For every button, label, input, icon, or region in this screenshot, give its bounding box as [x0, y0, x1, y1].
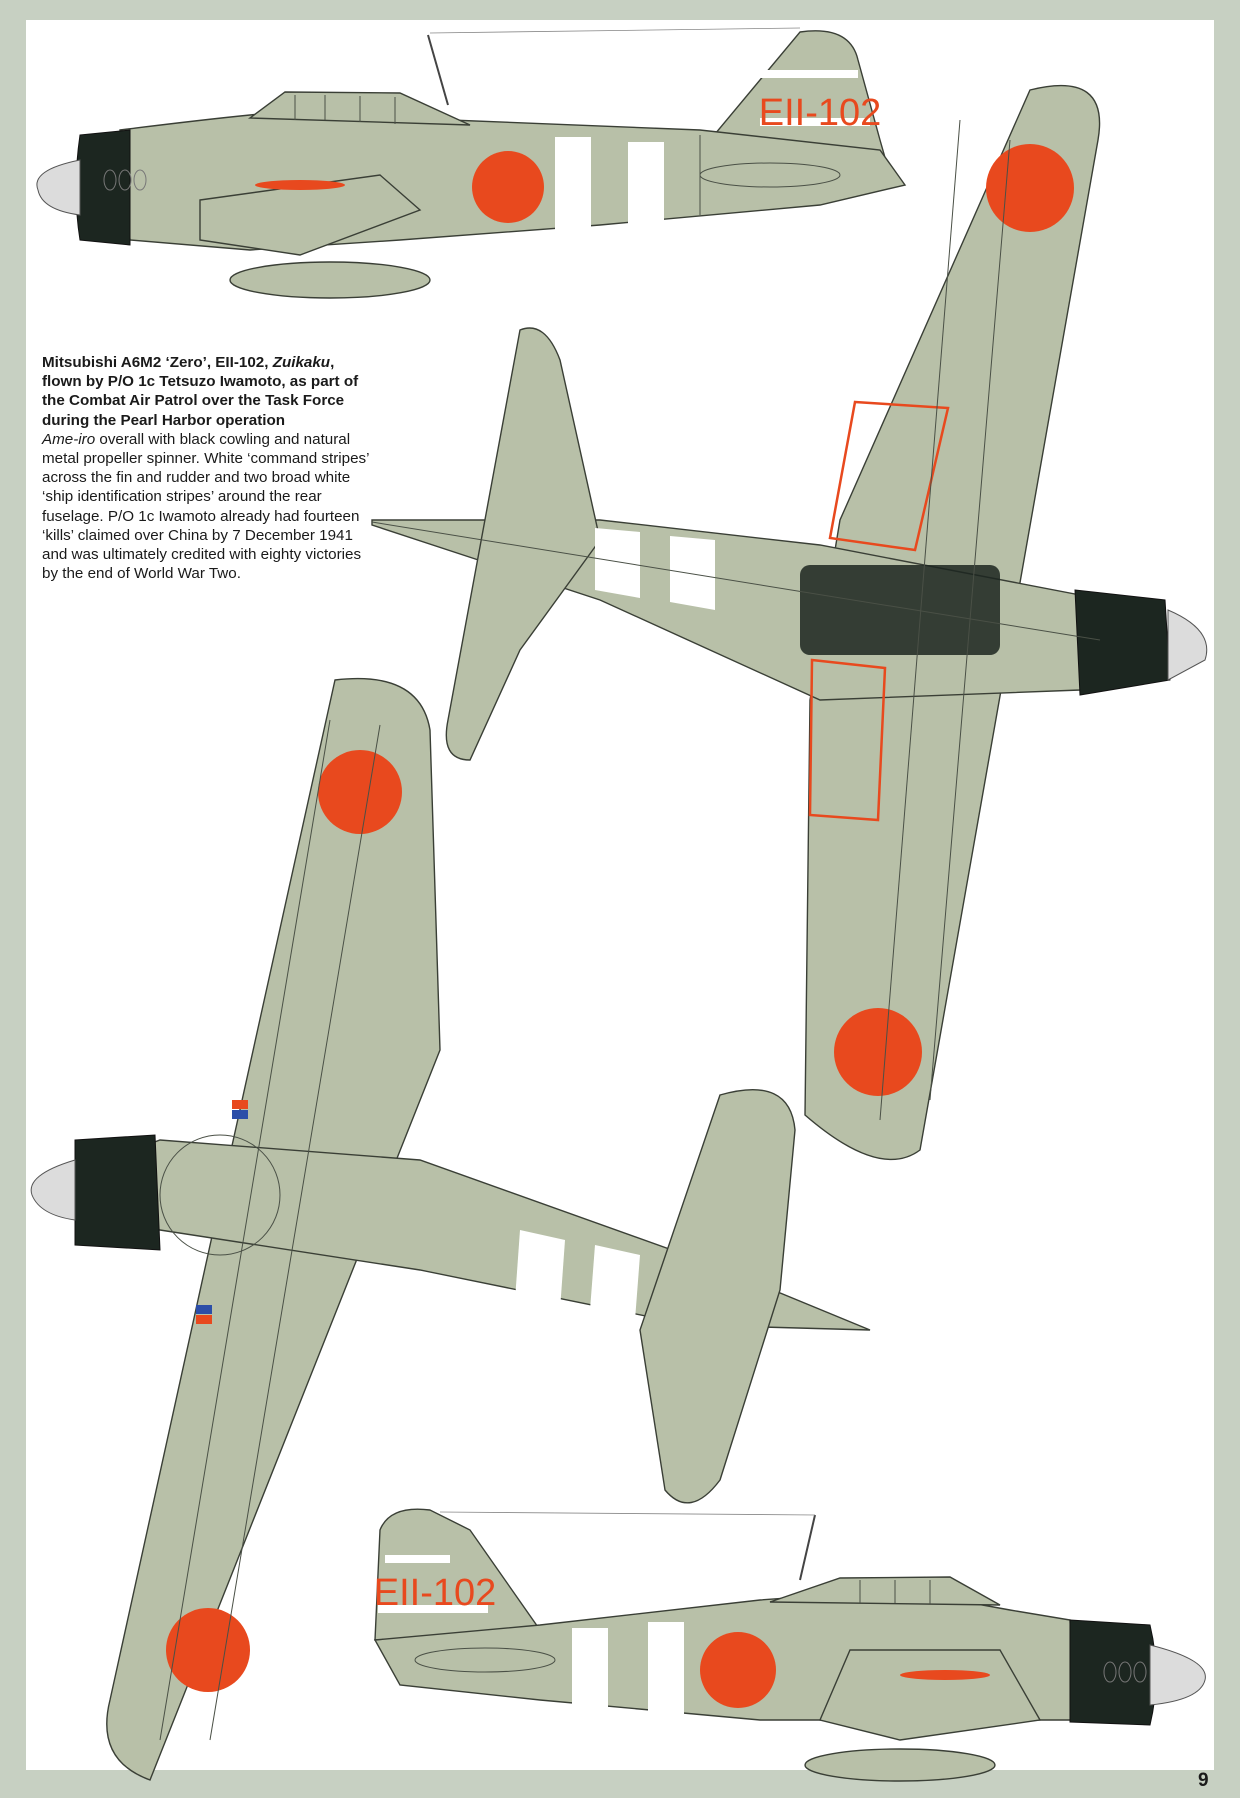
tail-code-top: EII-102 [758, 92, 882, 134]
profile-caption [42, 353, 377, 583]
plan-view-upper [372, 86, 1207, 1160]
tail-code-bottom: EII-102 [373, 1572, 497, 1614]
page-number: 9 [1198, 1770, 1209, 1791]
side-profile-bottom [375, 1509, 1205, 1781]
side-profile-top [37, 28, 905, 298]
caption-title: Mitsubishi A6M2 ‘Zero’, EII-102, Zuikaku, flown by P/O 1c Tetsuzo Iwamoto, as part of the Combat Air Patrol over the Task Force during the Pearl Harbor operation [42, 354, 359, 429]
caption-body: Ame-iro overall with black cowling and natural metal propeller spinner. White ‘command stripes’ across the fin and rudder and two broad white ‘ship identification stripes’ around the rear fuselage. P/O 1c Iwamoto already had fourteen ‘kills’ claimed over China by 7 December 1941 and was ultimately credited with eighty victories by the end of World War Two. [42, 430, 369, 583]
